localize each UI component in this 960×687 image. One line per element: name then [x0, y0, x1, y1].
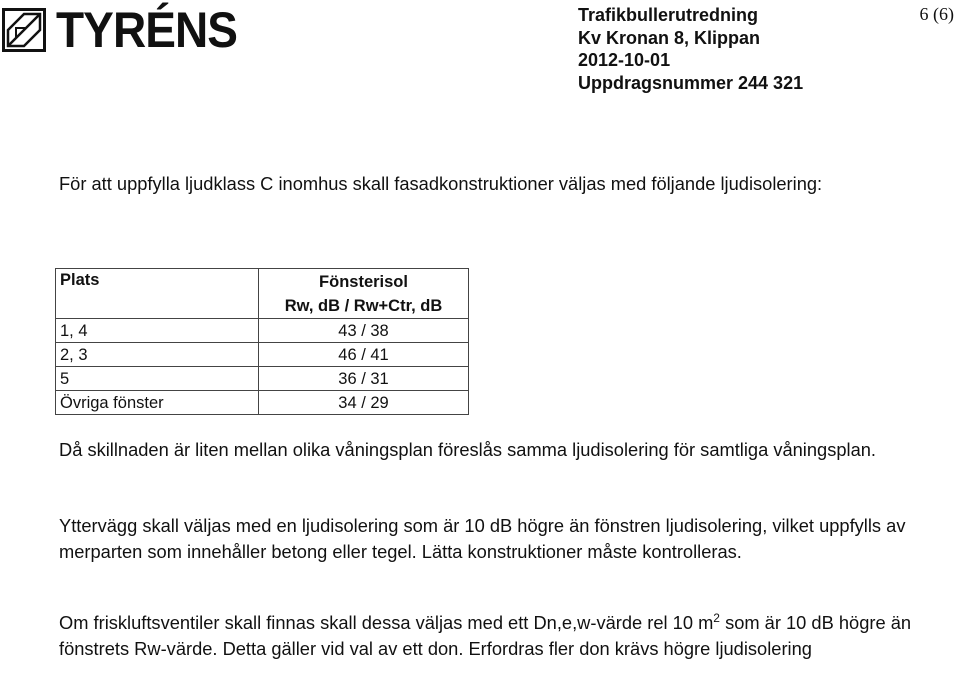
- header-plats: Plats: [56, 269, 259, 319]
- table-header-row: [56, 269, 469, 319]
- plats-cell: 1, 4: [56, 319, 259, 343]
- header-fonsterisol: [259, 269, 469, 319]
- ventilation-text-end: som är 10 dB högre än fönstrets Rw-värde. Detta gäller vid val av ett don. Erfordras fler don krävs högre ljudisolering: [59, 612, 912, 659]
- document-title: Trafikbullerutredning: [578, 5, 759, 25]
- ventilation-text-start: Om friskluftsventiler skall finnas skall dessa väljas med ett Dn,e,w-värde rel 10 m: [59, 612, 714, 633]
- value-cell: 43 / 38: [259, 319, 469, 343]
- ventilation-paragraph: [59, 610, 949, 661]
- plats-cell: Övriga fönster: [56, 391, 259, 415]
- superscript-two: 2: [713, 611, 720, 625]
- plats-cell: 5: [56, 367, 259, 391]
- intro-paragraph: För att uppfylla ljudklass C inomhus skall fasadkonstruktioner väljas med följande ljudisolering:: [59, 173, 823, 194]
- value-cell: 36 / 31: [259, 367, 469, 391]
- header-fonsterisol-line2: Rw, dB / Rw+Ctr, dB: [284, 297, 443, 315]
- logo-wordmark: TYRÉNS: [56, 2, 238, 58]
- value-cell: 34 / 29: [259, 391, 469, 415]
- table-row: [56, 343, 469, 367]
- page-number: 6 (6): [919, 4, 954, 24]
- assignment-number: Uppdragsnummer 244 321: [578, 72, 804, 93]
- table-row: [56, 319, 469, 343]
- document-date: 2012-10-01: [578, 50, 671, 70]
- floor-paragraph: Då skillnaden är liten mellan olika våningsplan föreslås samma ljudisolering för samtliga våningsplan.: [59, 439, 876, 460]
- tyrens-logo-mark-icon: [2, 8, 46, 52]
- tyrens-logo: [2, 2, 253, 58]
- table-row: [56, 367, 469, 391]
- header-fonsterisol-line1: Fönsterisol: [319, 273, 408, 291]
- table-row: [56, 391, 469, 415]
- project-name: Kv Kronan 8, Klippan: [578, 27, 761, 48]
- value-cell: 46 / 41: [259, 343, 469, 367]
- plats-cell: 2, 3: [56, 343, 259, 367]
- wall-paragraph: Yttervägg skall väljas med en ljudisolering som är 10 dB högre än fönstren ljudisolering, vilket uppfylls av merparten som innehåller betong eller tegel. Lätta konstruktioner måste kontrolleras.: [59, 515, 906, 562]
- document-header: [578, 4, 803, 94]
- insulation-table: [55, 268, 469, 415]
